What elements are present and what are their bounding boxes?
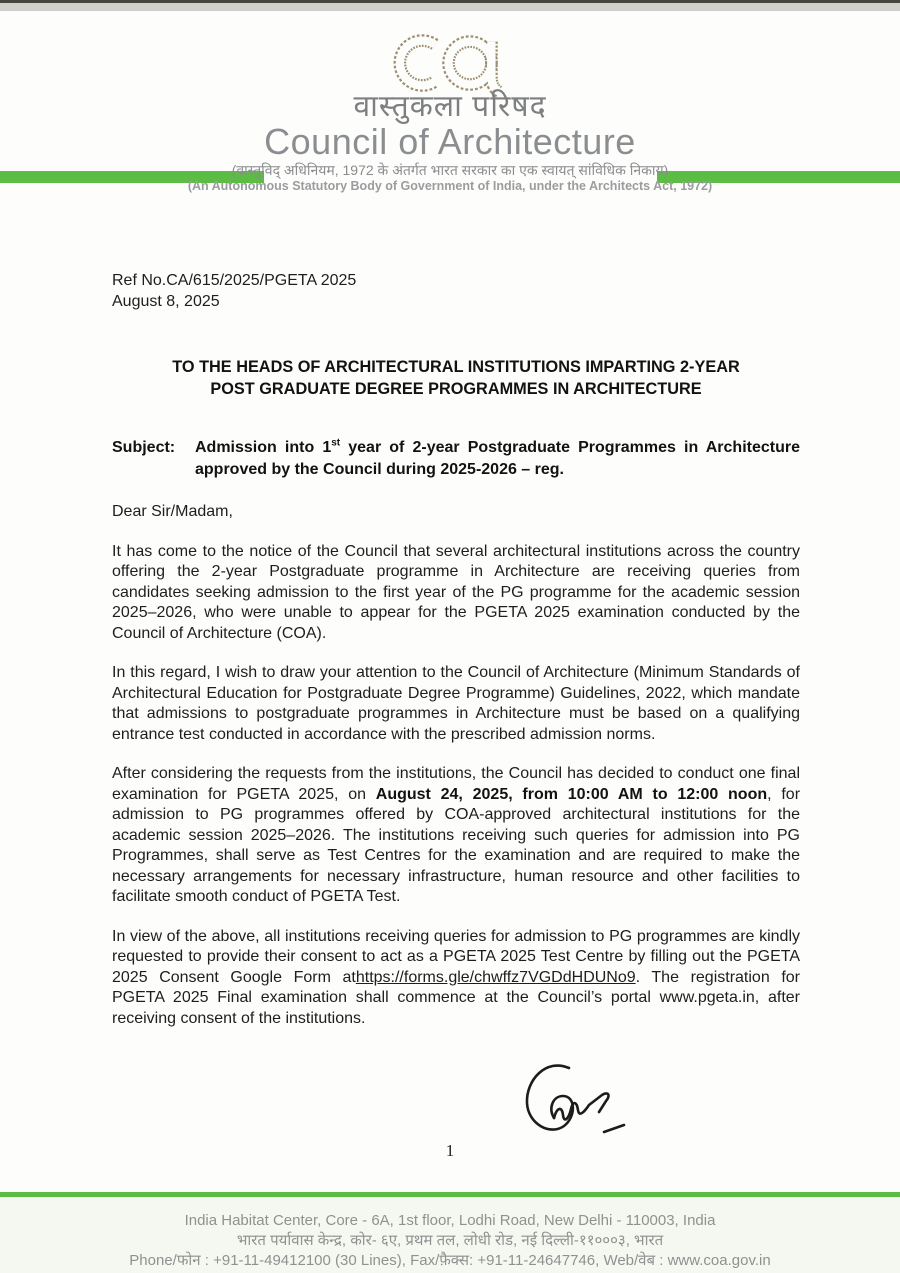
footer-contact-line: Phone/फोन : +91-11-49412100 (30 Lines), Fax/फ़ैक्स: +91-11-24647746, Web/वेब : www.coa.gov.in bbox=[129, 1252, 771, 1269]
org-name-english: Council of Architecture bbox=[264, 121, 636, 162]
addressee-heading bbox=[112, 356, 800, 400]
scan-edge-artifact bbox=[0, 0, 900, 11]
paragraph-4-post: . The registration for PGETA 2025 Final examination shall commence at the Council’s portal www.pgeta.in, after receiving consent of the institutions. bbox=[112, 968, 800, 1027]
org-subtitle-english: (An Autonomous Statutory Body of Government of India, under the Architects Act, 1972) bbox=[187, 179, 713, 193]
signature bbox=[512, 1058, 642, 1142]
paragraph-3-post: , for admission to PG programmes offered by COA-approved architectural institutions for the academic session 2025–2026. The institutions receiving such queries for admission into PG Programmes, shall serve as Test Centres for the examination and are required to make the necessary arrangements for necessary infrastructure, human resource and other facilities to facilitate smooth conduct of PGETA Test. bbox=[112, 785, 801, 905]
org-name-hindi: वास्तुकला परिषद bbox=[353, 90, 547, 123]
subject-line bbox=[112, 437, 800, 480]
subject-ordinal-suffix: st bbox=[331, 437, 341, 449]
addressee-line-2: POST GRADUATE DEGREE PROGRAMMES IN ARCHITECTURE bbox=[210, 380, 702, 398]
paragraph-4 bbox=[112, 927, 800, 1030]
footer-address-english: India Habitat Center, Core - 6A, 1st floor, Lodhi Road, New Delhi - 110003, India bbox=[184, 1212, 716, 1229]
org-subtitle-hindi: (वास्तुविद् अधिनियम, 1972 के अंतर्गत भारत सरकार का एक स्वायत् सांविधिक निकाय) bbox=[231, 162, 669, 178]
subject-text bbox=[195, 437, 800, 480]
paragraph-2: In this regard, I wish to draw your attention to the Council of Architecture (Minimum Standards of Architectural Education for Postgraduate Degree Programme) Guidelines, 2022, which mandate that admissions to postgraduate programmes in Architecture must be based on a qualifying entrance test conducted in accordance with the prescribed admission norms. bbox=[112, 664, 800, 743]
addressee-line-1: TO THE HEADS OF ARCHITECTURAL INSTITUTIONS IMPARTING 2-YEAR bbox=[172, 358, 740, 376]
letter-date: August 8, 2025 bbox=[112, 292, 220, 310]
footer bbox=[0, 1197, 900, 1273]
salutation: Dear Sir/Madam, bbox=[112, 503, 233, 520]
reference-block bbox=[112, 271, 800, 312]
reference-number: Ref No.CA/615/2025/PGETA 2025 bbox=[112, 272, 357, 289]
letter-body bbox=[112, 271, 800, 1029]
subject-label: Subject: bbox=[112, 439, 176, 456]
page-number: 1 bbox=[445, 1141, 455, 1160]
subject-text-pre: Admission into 1 bbox=[195, 439, 332, 456]
footer-address-hindi: भारत पर्यावास केन्द्र, कोर- ६ए, प्रथम तल, लोधी रोड, नई दिल्ली-११०००३, भारत bbox=[236, 1232, 664, 1249]
consent-form-link[interactable]: https://forms.gle/chwffz7VGDdHDUNo9 bbox=[355, 968, 636, 986]
signature-scrawl-icon bbox=[512, 1058, 642, 1142]
paragraph-1: It has come to the notice of the Council that several architectural institutions across the country offering the 2-year Postgraduate programme in Architecture are receiving queries from candidates seeking admission to the first year of the PG programme for the academic session 2025–2026, who were unable to appear for the PGETA 2025 examination conducted by the Council of Architecture (COA). bbox=[112, 542, 800, 642]
subject-text-post: year of 2-year Postgraduate Programmes in Architecture approved by the Council during 2025-2026 – reg. bbox=[195, 439, 800, 478]
paragraph-3 bbox=[112, 764, 800, 908]
exam-datetime-bold: August 24, 2025, from 10:00 AM to 12:00 noon bbox=[375, 785, 768, 803]
paragraph-3-pre: After considering the requests from the institutions, the Council has decided to conduct one final examination for PGETA 2025, on bbox=[112, 765, 800, 803]
paragraph-4-pre: In view of the above, all institutions receiving queries for admission to PG programmes are kindly requested to provide their consent to act as a PGETA 2025 Test Centre by filling out the PGETA 2025 Consent Google Form at bbox=[112, 927, 800, 986]
